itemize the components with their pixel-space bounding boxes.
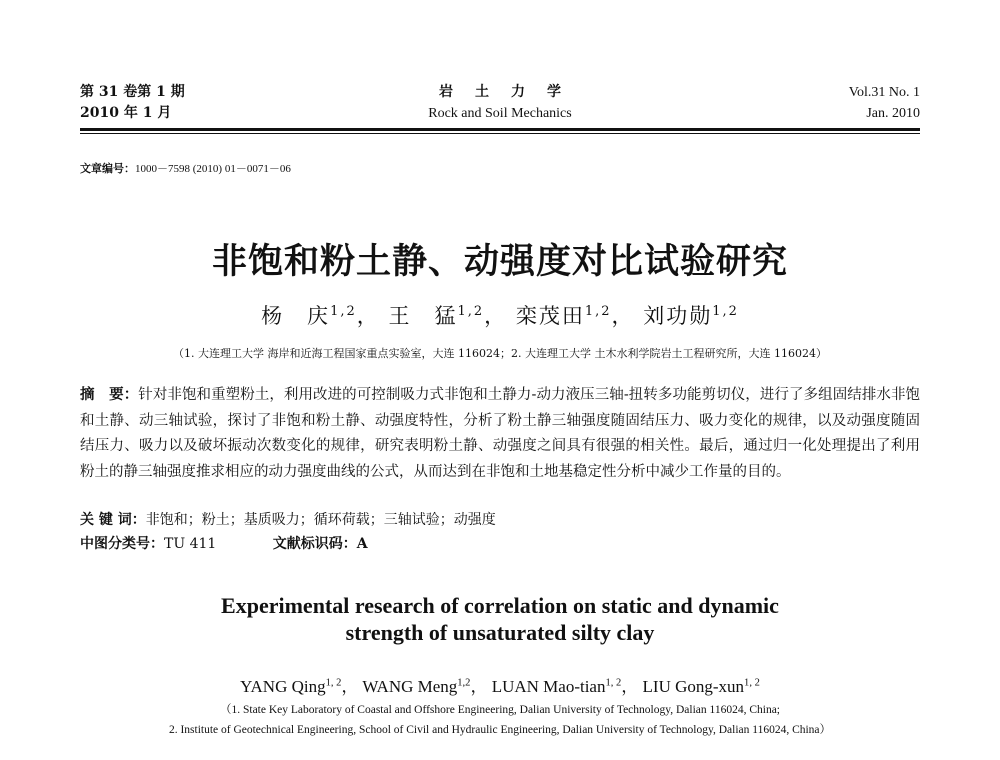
author-cn-affil: 1,2 [457, 304, 485, 319]
issue-volume: 第 31 卷第 1 期 [80, 84, 185, 100]
author-sep: ， [341, 677, 359, 696]
keywords-text: 非饱和；粉土；基质吸力；循环荷载；三轴试验；动强度 [145, 512, 496, 528]
keywords-label: 关 键 词： [80, 512, 146, 528]
article-number-value: 1000－7598 (2010) 01－0071－06 [135, 163, 291, 175]
volume-info [849, 82, 920, 124]
volume-number: Vol.31 No. 1 [848, 85, 920, 100]
author-cn-affil: 1,2 [330, 304, 357, 319]
title-en-line2: strength of unsaturated silty clay [345, 620, 655, 645]
article-number-label: 文章编号： [80, 162, 135, 175]
author-cn: 栾茂田 [515, 304, 585, 328]
author-cn-affil: 1,2 [584, 304, 612, 319]
abstract-cn [80, 382, 920, 485]
article-number [80, 160, 291, 176]
author-sep: ， [611, 304, 635, 328]
affiliation-en-line2: 2. Institute of Geotechnical Engineering, School of Civil and Hydraulic Engineering, Dalian University of Technology, Dalian 116024, China） [168, 724, 832, 736]
doc-code-value: A [356, 536, 368, 552]
issue-date: 2010 年 1 月 [80, 105, 172, 121]
abstract-text: 针对非饱和重塑粉土，利用改进的可控制吸力式非饱和土静力-动力液压三轴-扭转多功能剪切仪，进行了多组固结排水非饱和土静、动三轴试验，探讨了非饱和粉土静、动强度特性，分析了粉土静三轴强度随固结压力、吸力变化的规律，以及动强度随固结压力、吸力以及破坏振动次数变化的规律，研究表明粉土静、动强度之间具有很强的相关性。最后，通过归一化处理提出了利用粉土的静三轴强度推求相应的动力强度曲线的公式，从而达到在非饱和土地基稳定性分析中减少工作量的目的。 [80, 387, 921, 480]
issue-info [80, 82, 185, 124]
author-cn-affil: 1,2 [712, 304, 739, 319]
keywords-cn [80, 509, 920, 531]
author-en-affil: 1, 2 [744, 677, 760, 689]
author-en: LIU Gong-xun [642, 677, 745, 696]
author-en-affil: 1, 2 [325, 677, 342, 689]
title-en-line1: Experimental research of correlation on static and dynamic [221, 593, 779, 618]
abstract-label: 摘 要： [80, 386, 139, 403]
author-en-affil: 1, 2 [605, 677, 622, 689]
clc-label: 中图分类号： [80, 536, 164, 552]
author-en: LUAN Mao-tian [491, 677, 606, 696]
header-rule-thin [80, 133, 920, 134]
clc-value: TU 411 [164, 536, 217, 552]
author-en: YANG Qing [240, 677, 326, 696]
doc-code-label: 文献标识码： [272, 536, 357, 552]
title-cn: 非饱和粉土静、动强度对比试验研究 [211, 242, 788, 282]
author-sep: ， [470, 677, 488, 696]
header-rule-thick [80, 128, 920, 131]
authors-en [0, 672, 1000, 697]
author-cn: 杨 庆 [261, 304, 331, 328]
affiliation-en [0, 700, 1000, 740]
affiliation-cn: （1. 大连理工大学 海岸和近海工程国家重点实验室，大连 116024；2. 大连理工大学 土木水利学院岩土工程研究所，大连 116024） [173, 347, 827, 360]
author-cn: 王 猛 [388, 304, 458, 328]
author-en: WANG Meng [362, 677, 458, 696]
affiliation-en-line1: （1. State Key Laboratory of Coastal and Offshore Engineering, Dalian University of Technology, Dalian 116024, China; [219, 704, 780, 716]
classification [80, 533, 920, 555]
author-sep: ， [356, 304, 380, 328]
authors-cn [0, 300, 1000, 330]
journal-name [380, 82, 620, 124]
author-sep: ， [484, 304, 508, 328]
journal-name-en: Rock and Soil Mechanics [428, 106, 572, 121]
title-en [0, 592, 1000, 646]
author-sep: ， [621, 677, 639, 696]
journal-name-cn: 岩土力学 [439, 84, 583, 100]
volume-date: Jan. 2010 [866, 106, 920, 121]
author-cn: 刘功勋 [643, 304, 713, 328]
author-en-affil: 1,2 [457, 677, 471, 689]
